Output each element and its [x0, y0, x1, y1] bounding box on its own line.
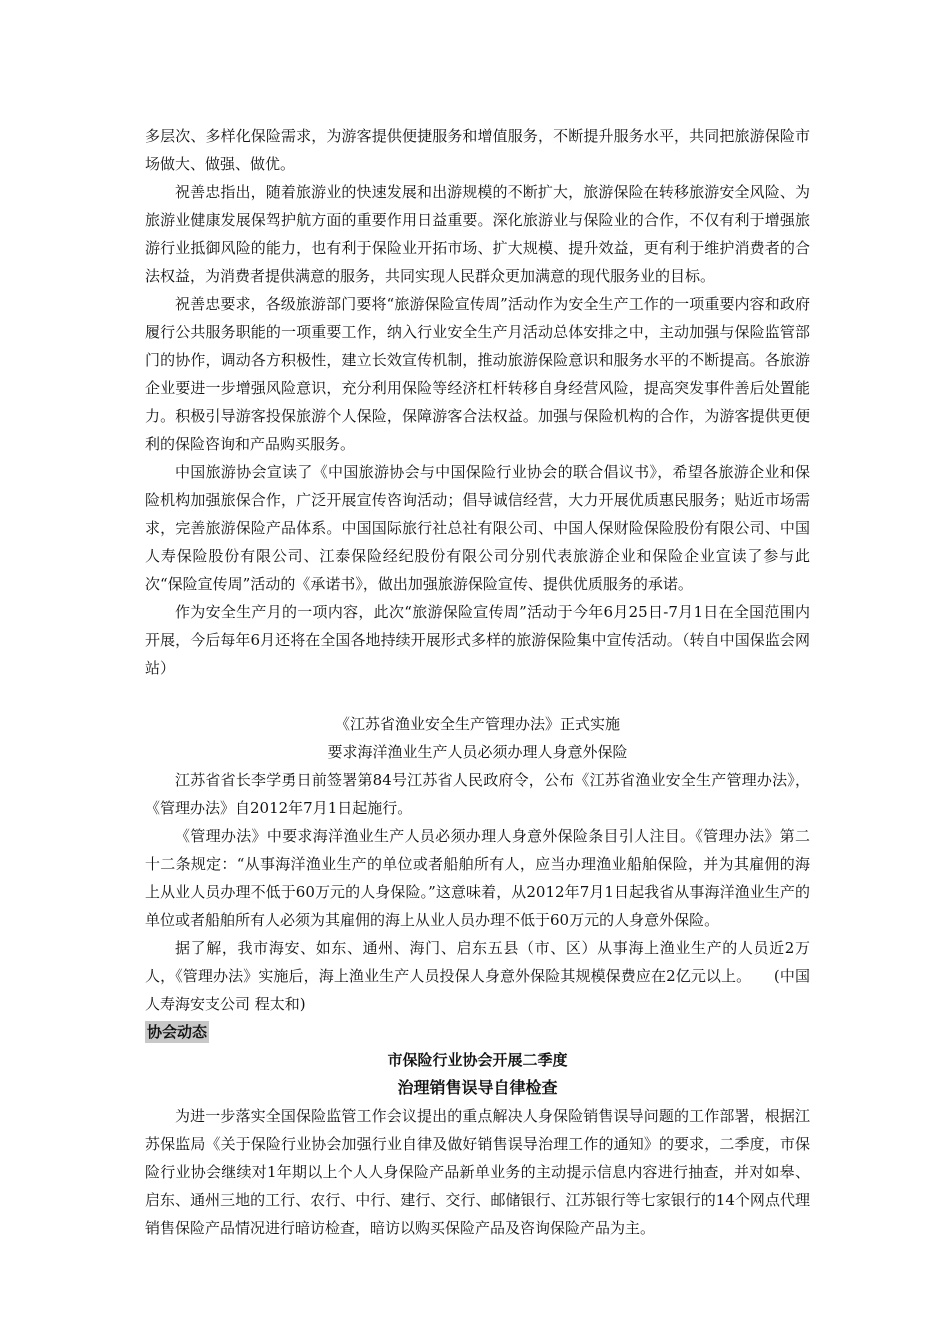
article-subtitle: 要求海洋渔业生产人员必须办理人身意外保险	[327, 743, 628, 761]
paragraph: 《管理办法》中要求海洋渔业生产人员必须办理人身意外保险条目引人注目。《管理办法》第二十二条规定：“从事海洋渔业生产的单位或者船舶所有人，应当办理渔业船舶保险，并为其雇佣的海上从业人员办理不低于60万元的人身保险。”这意味着，从2012年7月1日起我省从事海洋渔业生产的单位或者船舶所有人必须为其雇佣的海上从业人员办理不低于60万元的人身意外保险。	[145, 827, 810, 929]
paragraph: 为进一步落实全国保险监管工作会议提出的重点解决人身保险销售误导问题的工作部署，根据江苏保监局《关于保险行业协会加强行业自律及做好销售误导治理工作的通知》的要求，二季度，市保险行业协会继续对1年期以上个人人身保险产品新单业务的主动提示信息内容进行抽查，并对如皋、启东、通州三地的工行、农行、中行、建行、交行、邮储银行、江苏银行等七家银行的14个网点代理销售保险产品情况进行暗访检查，暗访以购买保险产品及咨询保险产品为主。	[145, 1107, 810, 1237]
paragraph: 多层次、多样化保险需求，为游客提供便捷服务和增值服务，不断提升服务水平，共同把旅游保险市场做大、做强、做优。	[145, 127, 810, 173]
paragraph: 祝善忠要求，各级旅游部门要将“旅游保险宣传周”活动作为安全生产工作的一项重要内容和政府履行公共服务职能的一项重要工作，纳入行业安全生产月活动总体安排之中，主动加强与保险监管部门的协作，调动各方积极性，建立长效宣传机制，推动旅游保险意识和服务水平的不断提高。各旅游企业要进一步增强风险意识，充分利用保险等经济杠杆转移自身经营风险，提高突发事件善后处置能力。积极引导游客投保旅游个人保险，保障游客合法权益。加强与保险机构的合作，为游客提供更便利的保险咨询和产品购买服务。	[145, 295, 810, 453]
paragraph: 据了解，我市海安、如东、通州、海门、启东五县（市、区）从事海上渔业生产的人员近2万人，《管理办法》实施后，海上渔业生产人员投保人身意外保险其规模保费应在2亿元以上。 (中国人寿海安支公司 程太和)	[145, 939, 810, 1013]
blank-line	[145, 682, 810, 710]
section-label: 协会动态	[147, 1023, 208, 1041]
document-page	[145, 122, 810, 1242]
article-title: 《江苏省渔业安全生产管理办法》正式实施	[334, 715, 620, 733]
paragraph: 中国旅游协会宣读了《中国旅游协会与中国保险行业协会的联合倡议书》，希望各旅游企业和保险机构加强旅保合作，广泛开展宣传咨询活动；倡导诚信经营，大力开展优质惠民服务；贴近市场需求，完善旅游保险产品体系。中国国际旅行社总社有限公司、中国人保财险保险股份有限公司、中国人寿保险股份有限公司、江泰保险经纪股份有限公司分别代表旅游企业和保险企业宣读了参与此次“保险宣传周”活动的《承诺书》，做出加强旅游保险宣传、提供优质服务的承诺。	[145, 463, 810, 593]
paragraph: 祝善忠指出，随着旅游业的快速发展和出游规模的不断扩大，旅游保险在转移旅游安全风险、为旅游业健康发展保驾护航方面的重要作用日益重要。深化旅游业与保险业的合作，不仅有利于增强旅游行业抵御风险的能力，也有利于保险业开拓市场、扩大规模、提升效益，更有利于维护消费者的合法权益，为消费者提供满意的服务，共同实现人民群众更加满意的现代服务业的目标。	[145, 183, 810, 285]
article-subtitle: 治理销售误导自律检查	[397, 1078, 558, 1097]
paragraph: 作为安全生产月的一项内容，此次“旅游保险宣传周”活动于今年6月25日-7月1日在全国范围内开展，今后每年6月还将在全国各地持续开展形式多样的旅游保险集中宣传活动。（转自中国保监会网站）	[145, 603, 810, 677]
article-title: 市保险行业协会开展二季度	[387, 1051, 568, 1069]
paragraph: 江苏省省长李学勇日前签署第84号江苏省人民政府令，公布《江苏省渔业安全生产管理办法》，《管理办法》自2012年7月1日起施行。	[145, 771, 810, 817]
